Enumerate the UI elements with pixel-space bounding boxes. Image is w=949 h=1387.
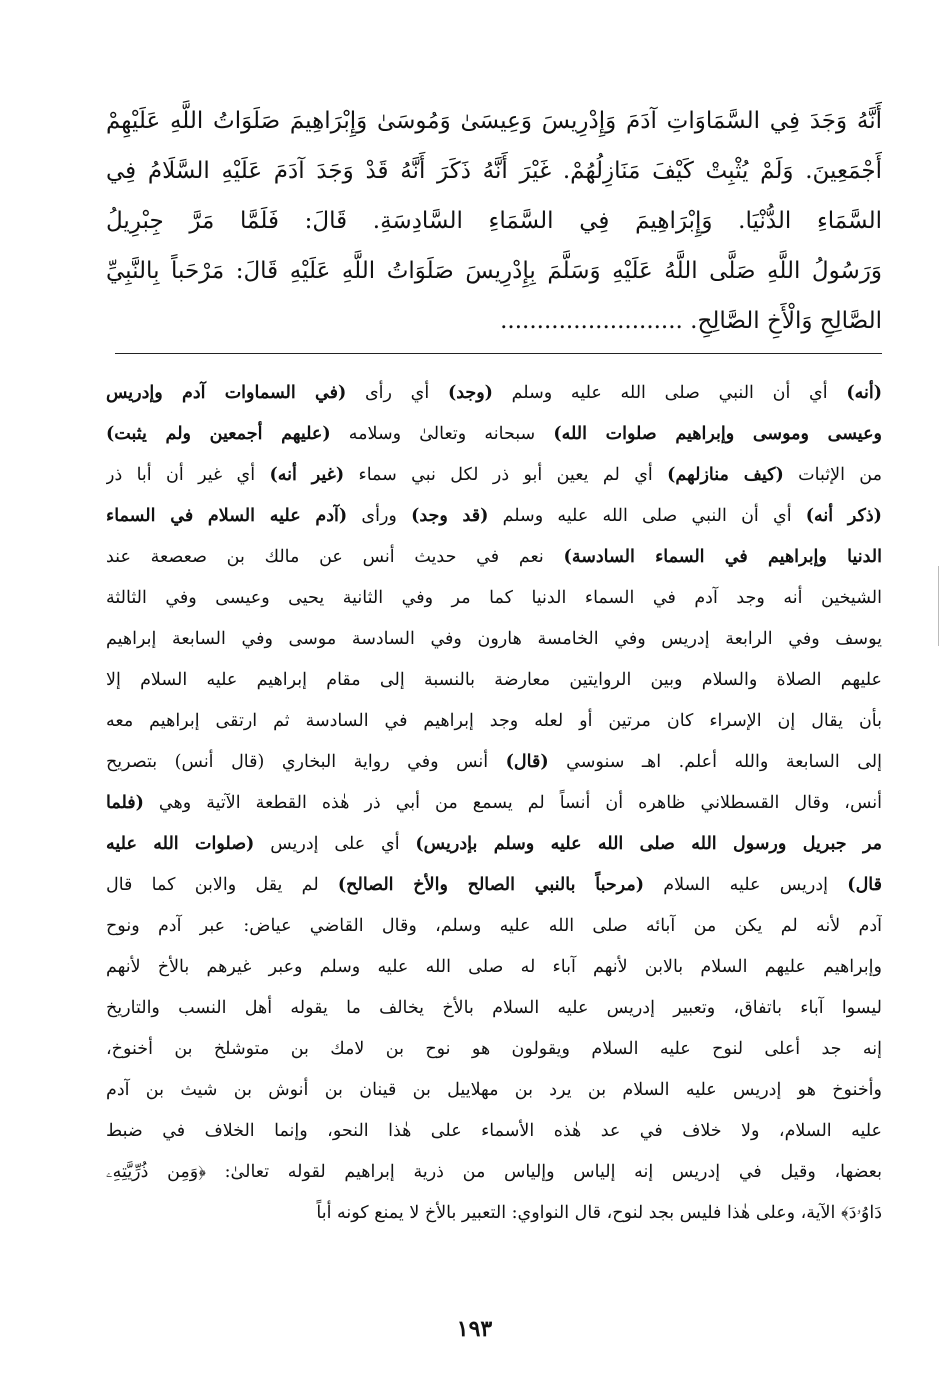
commentary-line [106, 1029, 882, 1070]
commentary-line [106, 824, 882, 865]
main-text-line: أَجْمَعِينَ. وَلَمْ يُثْبِتْ كَيْفَ مَنَازِلُهُمْ. غَيْرَ أَنَّهُ ذَكَرَ أَنَّهُ قَدْ وَجَدَ آدَمَ عَلَيْهِ السَّلَامُ فِي [106, 158, 882, 184]
commentary-line [106, 742, 882, 783]
commentary-phrase: إنه جد أعلى لنوح عليه السلام ويقولون هو نوح بن لامك بن متوشلخ بن أخنوخ، [106, 1039, 882, 1059]
commentary-phrase: أي لم يعين أبو ذر لكل نبي سماء [344, 465, 668, 485]
quoted-hadith-phrase: (في السماوات آدم وإدريس [106, 383, 347, 403]
main-hadith-text [106, 96, 882, 346]
commentary-phrase: أنس، وقال القسطلاني ظاهره أن أنساً لم يسمع من أبي ذر هٰذه القطعة الآتية وهي [143, 793, 882, 813]
quoted-hadith-phrase: مر جبريل ورسول الله صلى الله عليه وسلم بإدريس) [415, 834, 882, 854]
main-text-line: الصَّالِحِ وَالْأَخِ الصَّالِحِ. ......................... [500, 308, 882, 334]
commentary-line [106, 783, 882, 824]
commentary-phrase: ورأى [347, 506, 412, 526]
commentary-line [106, 906, 882, 947]
commentary-phrase: بعضها، وقيل في إدريس إنه إلياس وإلياس من ذرية إبراهيم لقوله تعالىٰ: ﴿وَمِن ذُرِّيَّتِهِۦ [106, 1162, 882, 1182]
commentary-phrase: من الإثبات [783, 465, 882, 485]
commentary-phrase: إلى السابعة والله أعلم. اهـ سنوسي [548, 752, 882, 772]
commentary-phrase: عليه السلام، ولا خلاف في عد هٰذه الأسماء على هٰذا النحو، وإنما الخلاف في ضبط [106, 1121, 882, 1141]
commentary-phrase: إدريس عليه السلام [644, 875, 848, 895]
page-number: ١٩٣ [456, 1316, 493, 1342]
commentary-phrase: أي أن النبي صلى الله عليه وسلم [492, 383, 847, 403]
commentary-line [106, 619, 882, 660]
commentary-text [106, 373, 882, 1234]
commentary-phrase: يوسف وفي الرابعة إدريس وفي الخامسة هارون وفي السادسة موسى وفي السابعة إبراهيم [106, 629, 882, 649]
quoted-hadith-phrase: (قال) [505, 752, 549, 772]
commentary-phrase: بأن يقال إن الإسراء كان مرتين أو لعله وجد إبراهيم في السادسة ثم ارتقى إبراهيم معه [106, 711, 882, 731]
quoted-hadith-phrase: قال) [847, 875, 882, 895]
quoted-hadith-phrase: (ذكر أنه) [805, 506, 882, 526]
quoted-hadith-phrase: وعيسى وموسى وإبراهيم صلوات الله) [553, 424, 882, 444]
quoted-hadith-phrase: (غير أنه) [269, 465, 345, 485]
commentary-line [106, 947, 882, 988]
commentary-phrase: نعم في حديث أنس عن مالك بن صعصعة عند [106, 547, 564, 567]
commentary-phrase: دَاوُۥدَ﴾ الآية، وعلى هٰذا فليس بجد لنوح، قال النواوي: التعبير بالأخ لا يمنع كونه أباً [316, 1203, 882, 1223]
main-text-line: أَنَّهُ وَجَدَ فِي السَّمَاوَاتِ آدَمَ وَإِدْرِيسَ وَعِيسَىٰ وَمُوسَىٰ وَإِبْرَاهِيمَ صَلَوَاتُ اللَّهِ عَلَيْهِمْ [106, 108, 882, 134]
commentary-line [106, 988, 882, 1029]
quoted-hadith-phrase: (مرحباً بالنبي الصالح والأخ الصالح) [337, 875, 644, 895]
main-text-line: السَّمَاءِ الدُّنْيَا. وَإِبْرَاهِيمَ فِي السَّمَاءِ السَّادِسَةِ. قَالَ: فَلَمَّا مَرَّ جِبْرِيلُ [106, 208, 882, 234]
commentary-line [106, 1111, 882, 1152]
quoted-hadith-phrase: (فلما [106, 793, 144, 813]
commentary-line [106, 1070, 882, 1111]
commentary-phrase: وإبراهيم عليهم السلام بالابن لأنهم آباء له صلى الله عليه وسلم وعبر غيرهم بالأخ لأنهم [106, 957, 882, 977]
commentary-line [106, 1152, 882, 1193]
commentary-line [106, 578, 882, 619]
commentary-line [106, 373, 882, 414]
commentary-phrase: الشيخين أنه وجد آدم في السماء الدنيا كما مر وفي الثانية يحيى وعيسى وفي الثالثة [106, 588, 882, 608]
commentary-line [106, 496, 882, 537]
commentary-phrase: عليهم الصلاة والسلام وبين الروايتين معارضة بالنسبة إلى مقام إبراهيم عليه السلام إلا [106, 670, 882, 690]
commentary-line [106, 701, 882, 742]
quoted-hadith-phrase: (صلوات الله عليه [106, 834, 255, 854]
commentary-line [106, 414, 882, 455]
commentary-phrase: وأخنوخ هو إدريس عليه السلام بن يرد بن مهلاييل بن قينان بن أنوش بن شيث بن آدم [106, 1080, 882, 1100]
quoted-hadith-phrase: (قد وجد) [411, 506, 489, 526]
commentary-phrase: أي غير أن أبا ذر [106, 465, 270, 485]
commentary-phrase: أي على إدريس [254, 834, 416, 854]
commentary-line [106, 455, 882, 496]
commentary-phrase: ليسوا آباء باتفاق، وتعبير إدريس عليه السلام بالأخ يخالف ما يقوله أهل النسب والتاريخ [106, 998, 882, 1018]
main-text-line: وَرَسُولُ اللَّهِ صَلَّى اللَّهُ عَلَيْهِ وَسَلَّمَ بِإِدْرِيسَ صَلَوَاتُ اللَّهِ عَلَيْهِ قَالَ: مَرْحَباً بِالنَّبِيِّ [106, 258, 882, 284]
quoted-hadith-phrase: (أنه) [846, 383, 882, 403]
commentary-line [106, 660, 882, 701]
commentary-phrase: أنس وفي رواية البخاري (قال أنس) بتصريح [106, 752, 506, 772]
quoted-hadith-phrase: (وجد) [447, 383, 493, 403]
commentary-phrase: أي رأى [346, 383, 448, 403]
quoted-hadith-phrase: (كيف منازلهم) [667, 465, 784, 485]
margin-scan-mark [938, 566, 939, 646]
quoted-hadith-phrase: (عليهم أجمعين ولم يثبت) [106, 424, 331, 444]
commentary-phrase: سبحانه وتعالىٰ وسلامه [330, 424, 554, 444]
footnote-divider [115, 353, 882, 354]
commentary-phrase: آدم لأنه لم يكن من آبائه صلى الله عليه وسلم، وقال القاضي عياض: عبر آدم ونوح [106, 916, 882, 936]
commentary-line [106, 537, 882, 578]
commentary-phrase: أي أن النبي صلى الله عليه وسلم [488, 506, 806, 526]
quoted-hadith-phrase: الدنيا وإبراهيم في السماء السادسة) [563, 547, 882, 567]
quoted-hadith-phrase: (آدم عليه السلام في السماء [106, 506, 348, 526]
commentary-line [106, 1193, 882, 1234]
commentary-phrase: لم يقل والابن كما قال [106, 875, 338, 895]
commentary-line [106, 865, 882, 906]
